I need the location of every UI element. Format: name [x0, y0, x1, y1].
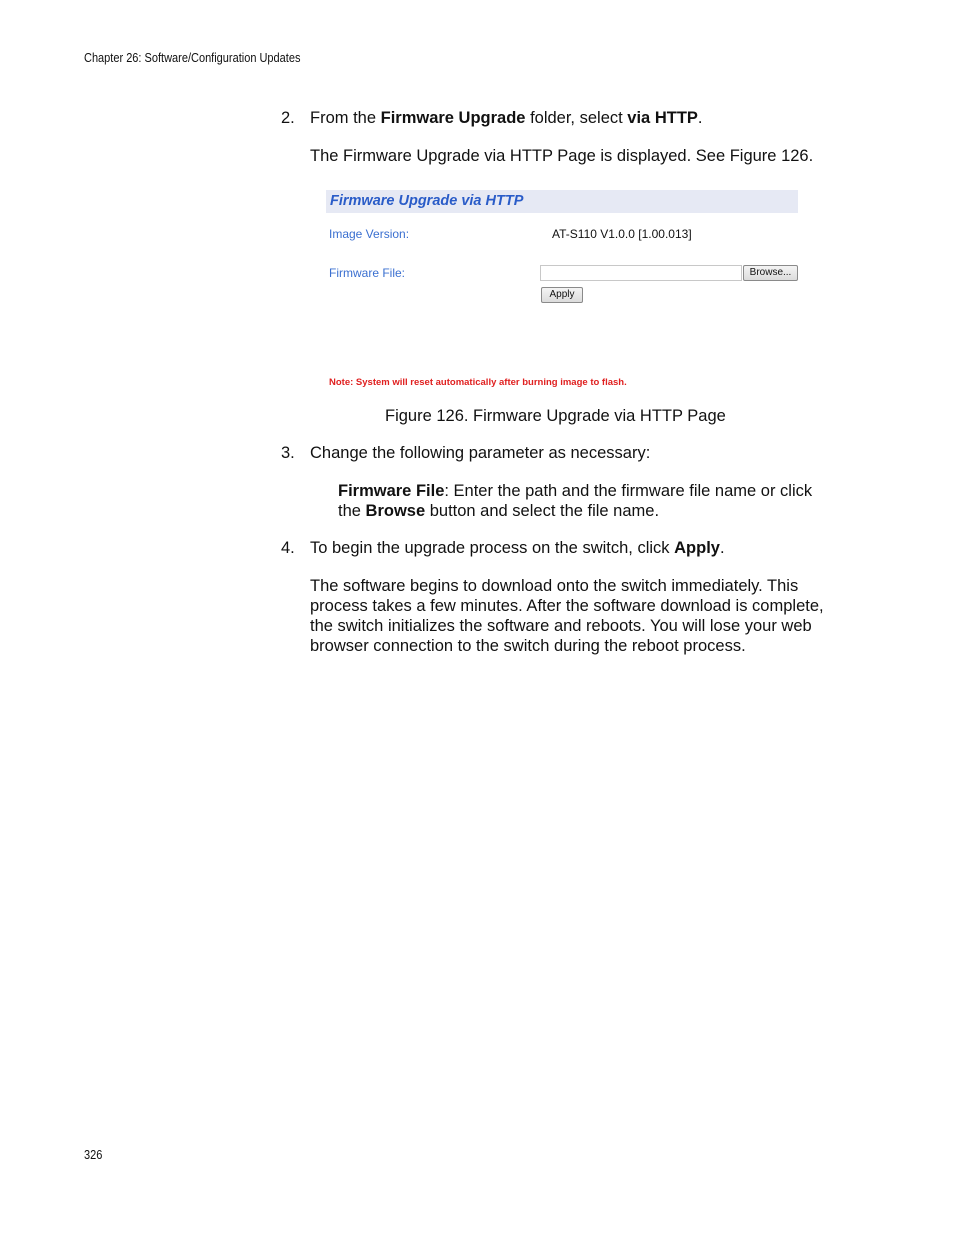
firmware-file-input[interactable]: [540, 265, 742, 281]
firmware-file-description: [338, 481, 838, 521]
text-run: .: [719, 539, 725, 557]
text-run: : Enter the path and the firmware file name or click the: [338, 482, 813, 520]
image-version-label: Image Version:: [329, 227, 410, 241]
step-2-paragraph: The Firmware Upgrade via HTTP Page is displayed. See Figure 126.: [310, 147, 814, 165]
bold-text: Browse: [365, 502, 426, 520]
figure-caption: Figure 126. Firmware Upgrade via HTTP Page: [385, 407, 726, 425]
figure-title-bar: [326, 190, 798, 213]
step-number: 4.: [281, 539, 295, 557]
step-number: 2.: [281, 109, 295, 127]
browse-button[interactable]: Browse...: [743, 265, 798, 281]
step-4-paragraph: The software begins to download onto the switch immediately. This process takes a few minutes. After the software download is complete, the switch initializes the software and reboots. You will lose your web browser connection to the switch during the reboot process.: [310, 577, 824, 655]
text-run: .: [697, 109, 703, 127]
text-run: To begin the upgrade process on the switch, click: [310, 539, 675, 557]
bold-text: Apply: [674, 539, 720, 557]
firmware-file-label: Firmware File:: [329, 266, 406, 280]
firmware-upgrade-figure: [326, 190, 798, 390]
bold-text: Firmware Upgrade: [380, 109, 526, 127]
step-text: [310, 108, 703, 128]
page-header: Chapter 26: Software/Configuration Updates: [84, 51, 301, 65]
image-version-value: AT-S110 V1.0.0 [1.00.013]: [552, 227, 692, 241]
text-run: button and select the file name.: [425, 502, 660, 520]
text-run: folder, select: [525, 109, 628, 127]
reset-note: Note: System will reset automatically after burning image to flash.: [329, 377, 627, 388]
step-number: 3.: [281, 444, 295, 462]
step-text: Change the following parameter as necessary:: [310, 444, 651, 462]
step-text: [310, 538, 725, 558]
bold-text: via HTTP: [627, 109, 698, 127]
page-number: 326: [84, 1148, 103, 1162]
apply-button[interactable]: Apply: [541, 287, 583, 303]
bold-text: Firmware File: [338, 482, 445, 500]
text-run: From the: [310, 109, 381, 127]
figure-title: Firmware Upgrade via HTTP: [330, 193, 524, 209]
